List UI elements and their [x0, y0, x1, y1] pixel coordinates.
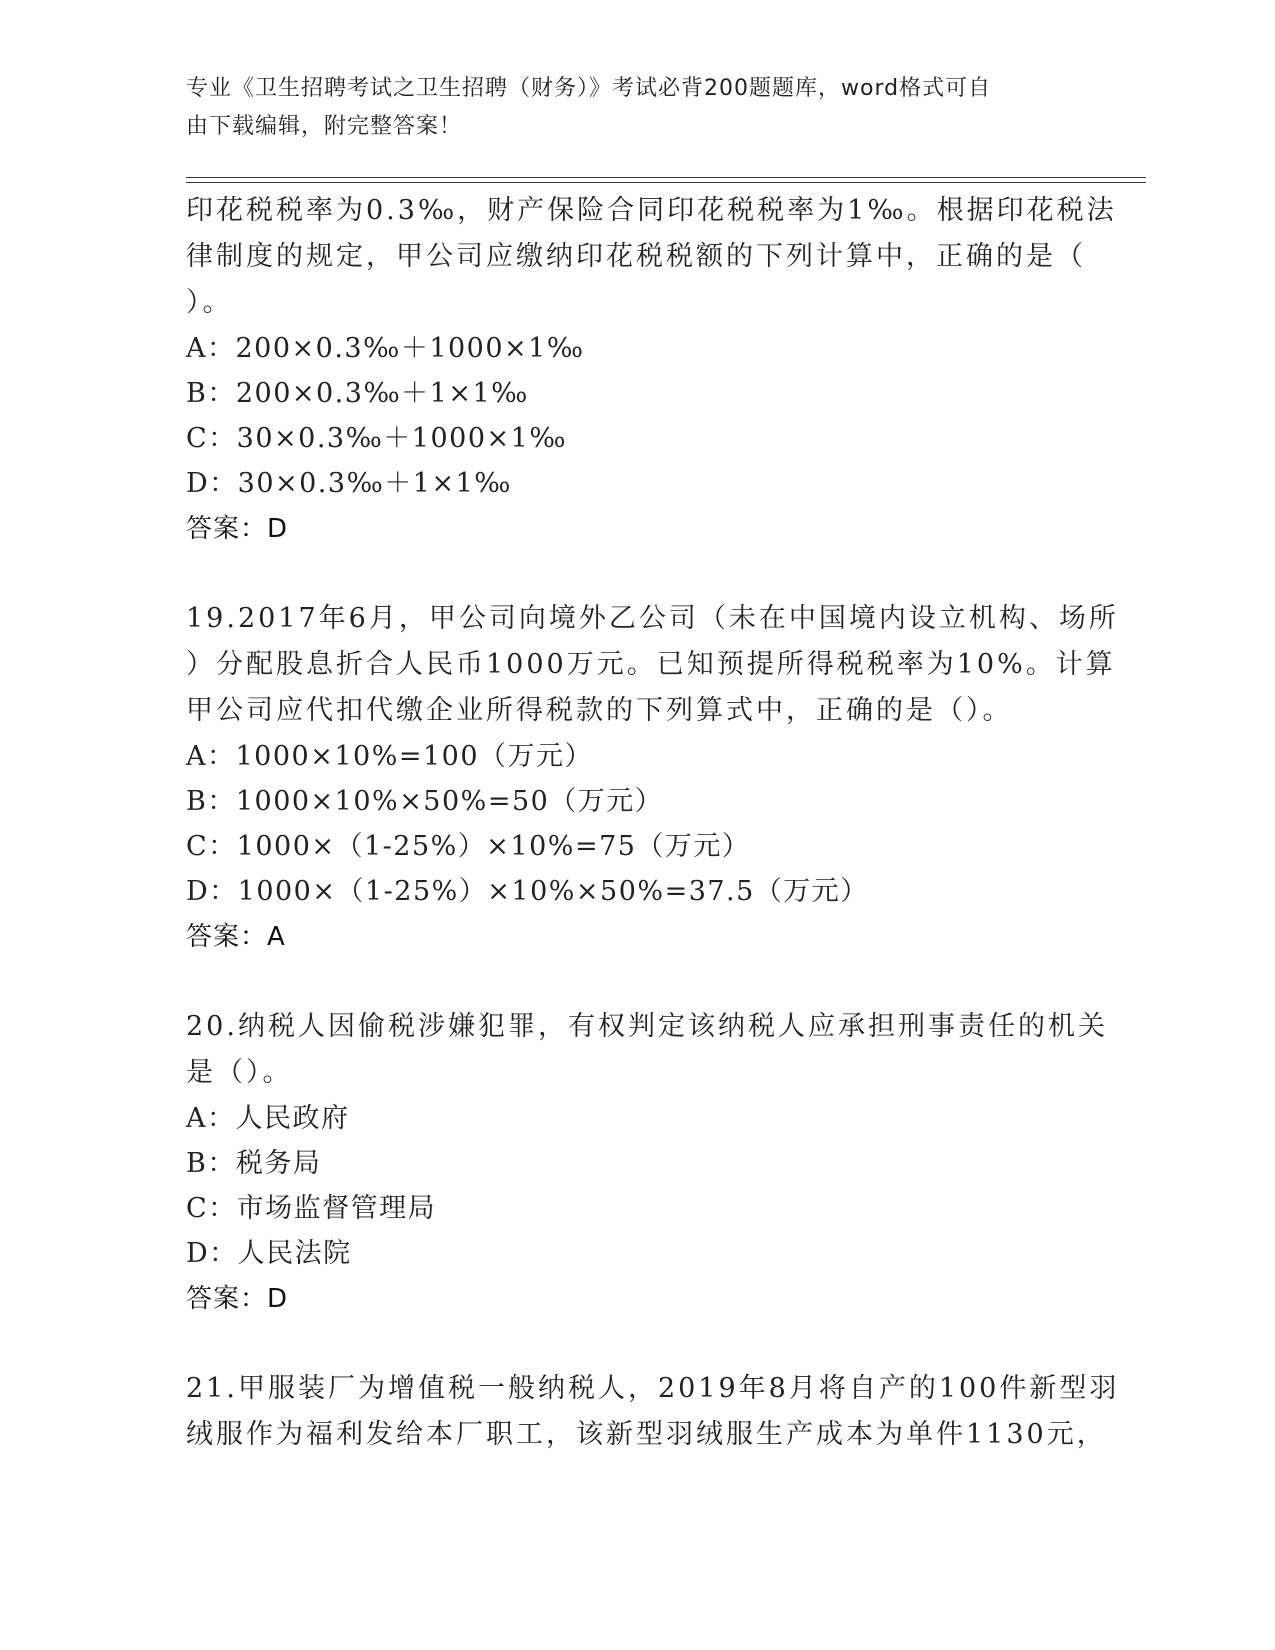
- question-20: [186, 1004, 1108, 1322]
- question-18-fragment: [186, 188, 1117, 552]
- option-d: D：30×0.3‰＋1×1‰: [186, 468, 513, 499]
- option-d: D：1000×（1-25%）×10%×50%=37.5（万元）: [186, 876, 869, 907]
- question-stem-line: 甲公司应代扣代缴企业所得税款的下列算式中，正确的是（）。: [186, 695, 1013, 726]
- question-stem-line: 19.2017年6月，甲公司向境外乙公司（未在中国境内设立机构、场所: [186, 603, 1119, 634]
- header-divider-bottom: [186, 182, 1146, 183]
- option-c: C：1000×（1-25%）×10%=75（万元）: [186, 831, 751, 862]
- question-stem-line: ）分配股息折合人民币1000万元。已知预提所得税税率为10%。计算: [186, 649, 1116, 680]
- question-stem-line: 绒服作为福利发给本厂职工，该新型羽绒服生产成本为单件1130元，: [186, 1419, 1107, 1450]
- question-stem-line: 是（）。: [186, 1057, 293, 1088]
- header-title-line-1: 专业《卫生招聘考试之卫生招聘（财务）》考试必背200题题库，word格式可自: [186, 76, 992, 101]
- question-stem-line: 印花税税率为0.3‰，财产保险合同印花税税率为1‰。根据印花税法: [186, 195, 1117, 226]
- answer-line: 答案：D: [186, 514, 289, 544]
- question-21: [186, 1366, 1120, 1458]
- question-stem-line: 21.甲服装厂为增值税一般纳税人，2019年8月将自产的100件新型羽: [186, 1373, 1120, 1404]
- header-title-line-2: 由下载编辑，附完整答案！: [186, 114, 463, 139]
- answer-line: 答案：A: [186, 922, 286, 952]
- option-c: C：市场监督管理局: [186, 1193, 437, 1224]
- option-b: B：税务局: [186, 1148, 322, 1179]
- question-stem-line: ）。: [186, 287, 233, 318]
- option-b: B：200×0.3‰＋1×1‰: [186, 378, 529, 409]
- question-19: [186, 596, 1119, 960]
- option-a: A：1000×10%=100（万元）: [186, 741, 594, 772]
- page-header: [186, 70, 1066, 146]
- header-divider-top: [186, 177, 1146, 178]
- option-c: C：30×0.3‰＋1000×1‰: [186, 423, 568, 454]
- document-body: [186, 188, 1120, 1458]
- option-b: B：1000×10%×50%=50（万元）: [186, 786, 664, 817]
- option-a: A：人民政府: [186, 1103, 350, 1134]
- question-stem-line: 20.纳税人因偷税涉嫌犯罪，有权判定该纳税人应承担刑事责任的机关: [186, 1011, 1108, 1042]
- option-a: A：200×0.3‰＋1000×1‰: [186, 333, 585, 364]
- question-stem-line: 律制度的规定，甲公司应缴纳印花税税额的下列计算中，正确的是（: [186, 241, 1086, 272]
- answer-line: 答案：D: [186, 1284, 289, 1314]
- option-d: D：人民法院: [186, 1238, 352, 1269]
